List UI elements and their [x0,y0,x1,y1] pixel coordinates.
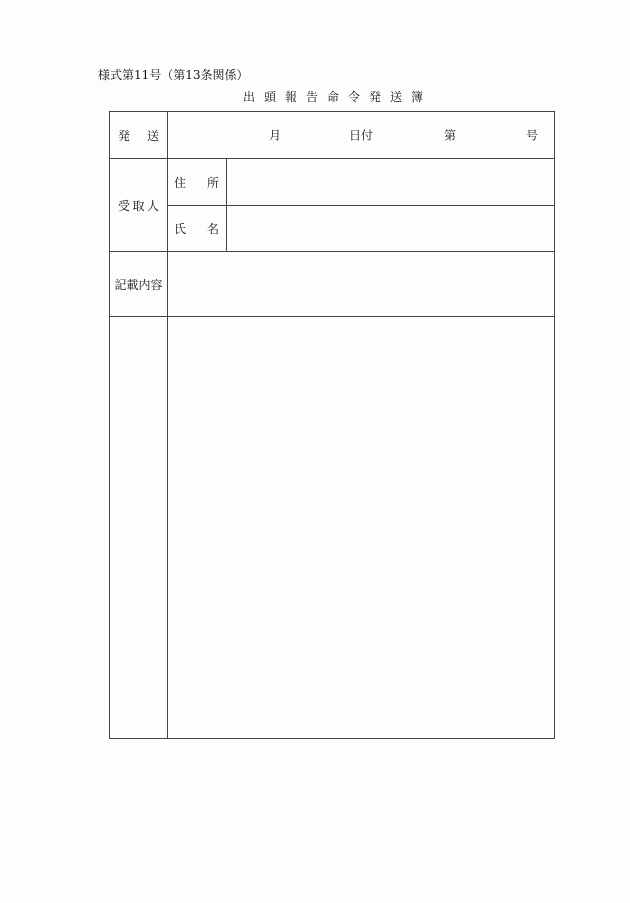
contents-label-cell [110,252,168,317]
form-title: 出頭報告命令発送簿 [243,90,433,104]
contents-value-cell[interactable] [168,252,555,317]
recipient-label-cell [110,159,168,252]
month-label: 月 [269,128,282,143]
recipient-name-row [110,206,555,252]
day-label: 日付 [349,128,374,143]
name-label-char-1: 氏 [174,222,187,236]
sent-date-cell[interactable] [168,112,555,159]
name-label-char-2: 名 [206,222,219,236]
address-label-char-1: 住 [174,175,187,190]
name-value-cell[interactable] [227,206,555,252]
name-label-cell [168,206,227,252]
recipient-label-char-3: 人 [146,198,159,213]
address-label-char-2: 所 [206,175,219,190]
recipient-label-char-1: 受 [118,198,131,213]
contents-label: 記載内容 [114,277,163,292]
remarks-label-cell [110,317,168,739]
address-label-cell [168,159,227,206]
address-value-cell[interactable] [227,159,555,206]
sent-label-char-1: 発 [118,128,131,143]
number-prefix-label: 第 [444,128,457,143]
form-number: 様式第11号（第13条関係） [98,68,249,82]
contents-row [110,252,555,317]
sent-label-cell [110,112,168,159]
remarks-value-cell[interactable] [168,317,555,739]
sent-row [110,112,555,159]
remarks-row [110,317,555,739]
recipient-label-char-2: 取 [132,198,145,213]
sent-label-char-2: 送 [146,128,159,143]
dispatch-register-table [109,111,555,739]
recipient-address-row [110,159,555,206]
number-suffix-label: 号 [526,128,539,143]
